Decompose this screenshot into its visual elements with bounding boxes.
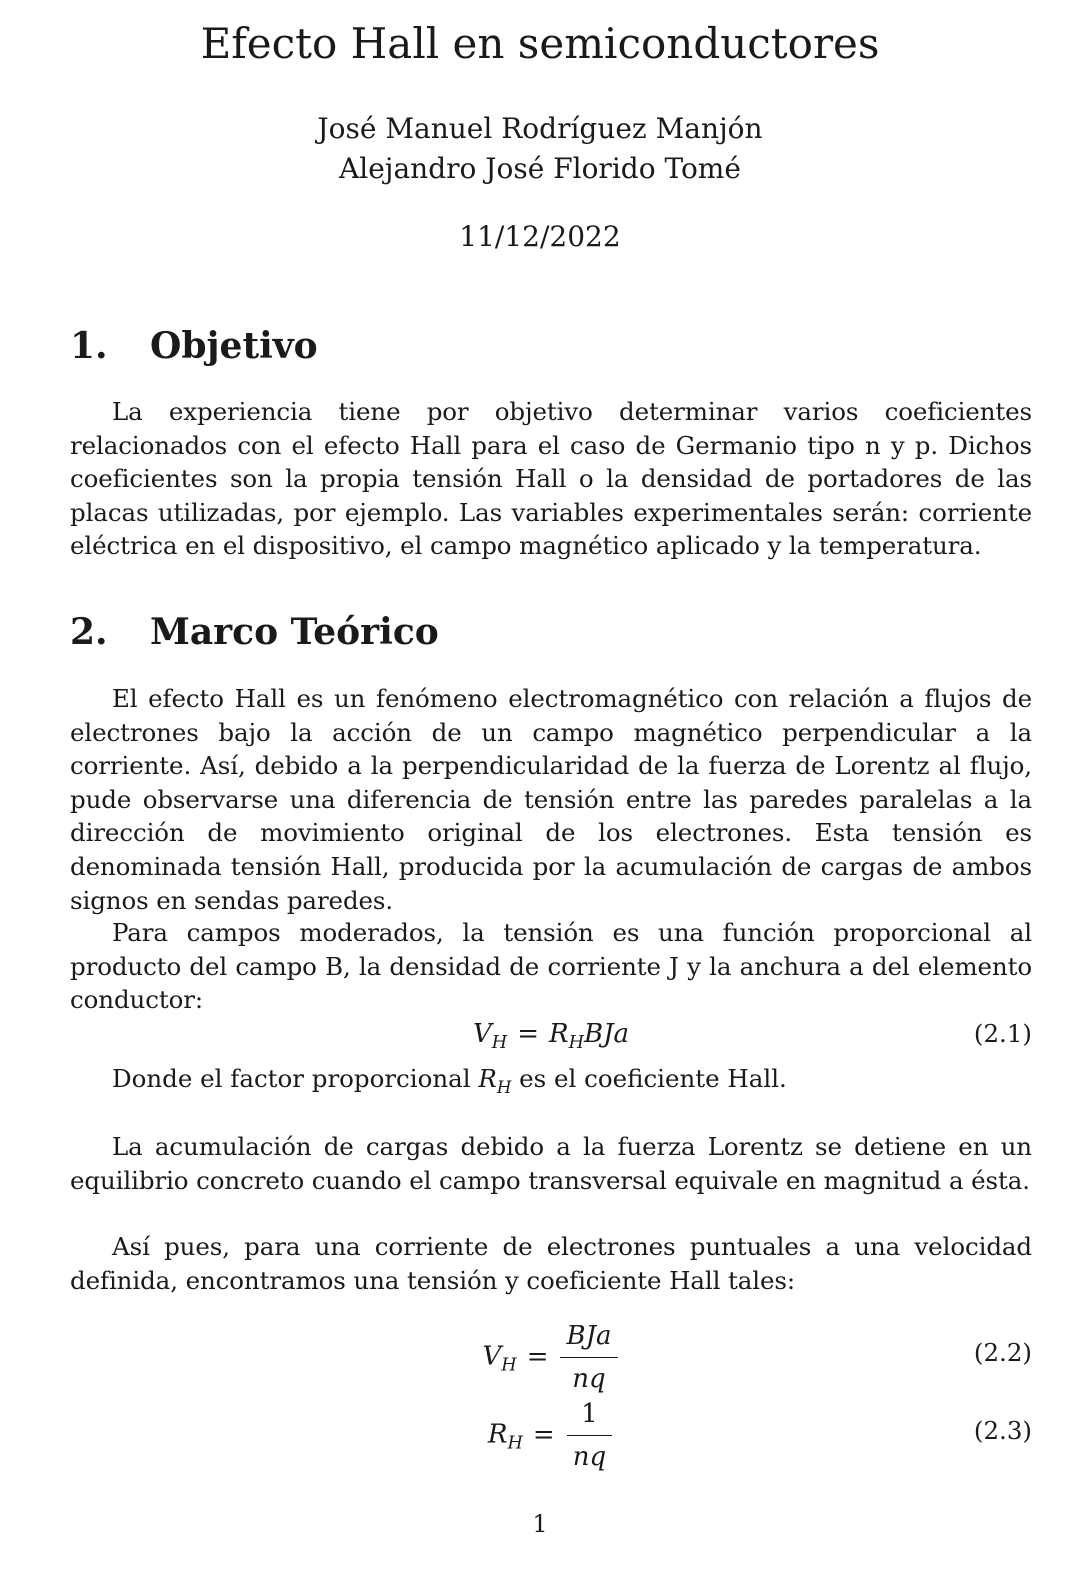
page-number: 1 xyxy=(532,1510,548,1538)
equation-number: (2.1) xyxy=(973,1019,1032,1048)
symbol-R: R xyxy=(478,1064,497,1093)
eq-lhs-subscript: H xyxy=(491,1033,508,1054)
eq-rhs-product: BJa xyxy=(583,1019,630,1049)
paragraph-acumulacion: La acumulación de cargas debido a la fuerza Lorentz se detiene en un equilibrio concreto cuando el campo transversal equivale en magnitud a ésta. xyxy=(70,1132,1032,1195)
eq-lhs: V xyxy=(472,1019,492,1049)
eq-numerator: BJa xyxy=(560,1318,617,1358)
eq-lhs-subscript: H xyxy=(501,1355,517,1376)
paragraph-coeficiente-hall xyxy=(112,1062,787,1104)
equation-number: (2.2) xyxy=(973,1338,1032,1367)
equation-2-3 xyxy=(70,1396,1032,1472)
text-after: es el coeficiente Hall. xyxy=(511,1064,787,1093)
eq-denominator: nq xyxy=(572,1364,606,1394)
equation-2-2 xyxy=(70,1318,1032,1394)
eq-relation: = xyxy=(526,1341,549,1372)
equation-number: (2.3) xyxy=(973,1416,1032,1445)
paragraph-objetivo: La experiencia tiene por objetivo determinar varios coeficientes relacionados con el efecto Hall para el caso de Germanio tipo n y p. Dichos coeficientes son la propia tensión Hall o la densidad de portadores de las placas utilizadas, por ejemplo. Las variables experimentales serán: corriente eléctrica en el dispositivo, el campo magnético aplicado y la temperatura. xyxy=(70,397,1032,561)
section-heading-objetivo xyxy=(70,322,318,370)
section-number: 1. xyxy=(70,325,108,367)
paragraph-campos-moderados: Para campos moderados, la tensión es una función proporcional al producto del campo B, la densidad de corriente J y la anchura a del elemento conductor: xyxy=(70,918,1032,1015)
author-1: José Manuel Rodríguez Manjón xyxy=(317,112,763,145)
eq-lhs: R xyxy=(487,1419,508,1450)
section-title: Objetivo xyxy=(150,325,318,367)
section-number: 2. xyxy=(70,611,108,653)
eq-denominator: nq xyxy=(572,1442,607,1472)
eq-relation: = xyxy=(517,1019,539,1049)
eq-fraction xyxy=(567,1396,612,1475)
eq-rhs-subscript: H xyxy=(568,1033,584,1054)
eq-lhs-subscript: H xyxy=(507,1433,523,1454)
paper-title: Efecto Hall en semiconductores xyxy=(200,19,880,68)
paragraph-efecto-hall: El efecto Hall es un fenómeno electromagnético con relación a flujos de electrones bajo la acción de un campo magnético perpendicular a la corriente. Así, debido a la perpendicularidad de la fuerza de Lorentz al flujo, pude observarse una diferencia de tensión entre las paredes paralelas a la dirección de movimiento original de los electrones. Esta tensión es denominada tensión Hall, producida por la acumulación de cargas de ambos signos en sendas paredes. xyxy=(70,684,1032,915)
symbol-R-subscript: H xyxy=(496,1077,512,1097)
eq-relation: = xyxy=(532,1419,555,1450)
eq-lhs: V xyxy=(482,1341,502,1372)
eq-numerator: 1 xyxy=(567,1396,612,1436)
paragraph-asi-pues: Así pues, para una corriente de electrones puntuales a una velocidad definida, encontramos una tensión y coeficiente Hall tales: xyxy=(70,1232,1032,1295)
section-heading-marco-teorico xyxy=(70,608,439,656)
author-2: Alejandro José Florido Tomé xyxy=(339,152,741,185)
text-before: Donde el factor proporcional xyxy=(112,1064,479,1093)
equation-2-1 xyxy=(70,1014,1032,1054)
section-title: Marco Teórico xyxy=(150,611,439,653)
paper-date: 11/12/2022 xyxy=(459,220,621,253)
eq-rhs-coefficient: R xyxy=(548,1019,569,1049)
eq-fraction xyxy=(560,1318,617,1397)
